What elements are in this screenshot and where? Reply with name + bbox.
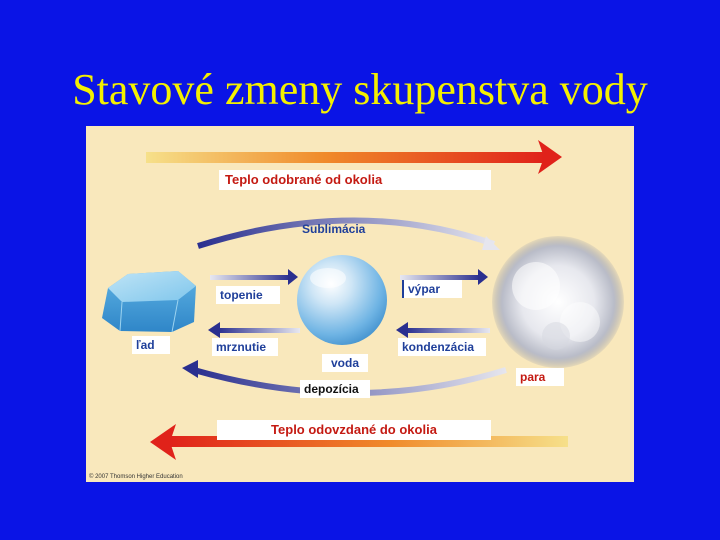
freezing-label: mrznutie	[212, 338, 278, 356]
melting-arrow	[210, 269, 298, 285]
condensation-arrow	[396, 322, 490, 338]
vapor-cloud	[492, 236, 624, 368]
water-sphere	[297, 255, 387, 345]
vapor-label: para	[516, 368, 564, 386]
copyright-notice: © 2007 Thomson Higher Education	[89, 474, 183, 480]
heat-absorbed-label: Teplo odobrané od okolia	[219, 170, 491, 190]
heat-absorbed-arrow	[146, 140, 562, 174]
deposition-label: depozícia	[300, 380, 370, 398]
phase-change-diagram	[86, 126, 634, 482]
freezing-arrow	[208, 322, 300, 338]
condensation-label: kondenzácia	[398, 338, 486, 356]
water-label: voda	[322, 354, 368, 372]
melting-label: topenie	[216, 286, 280, 304]
vaporization-label: výpar	[402, 280, 462, 298]
slide-title: Stavové zmeny skupenstva vody	[72, 65, 648, 114]
ice-label: ľad	[132, 336, 170, 354]
sublimation-label: Sublimácia	[302, 222, 366, 236]
heat-released-label: Teplo odovzdané do okolia	[217, 420, 491, 440]
ice-block	[102, 271, 196, 332]
